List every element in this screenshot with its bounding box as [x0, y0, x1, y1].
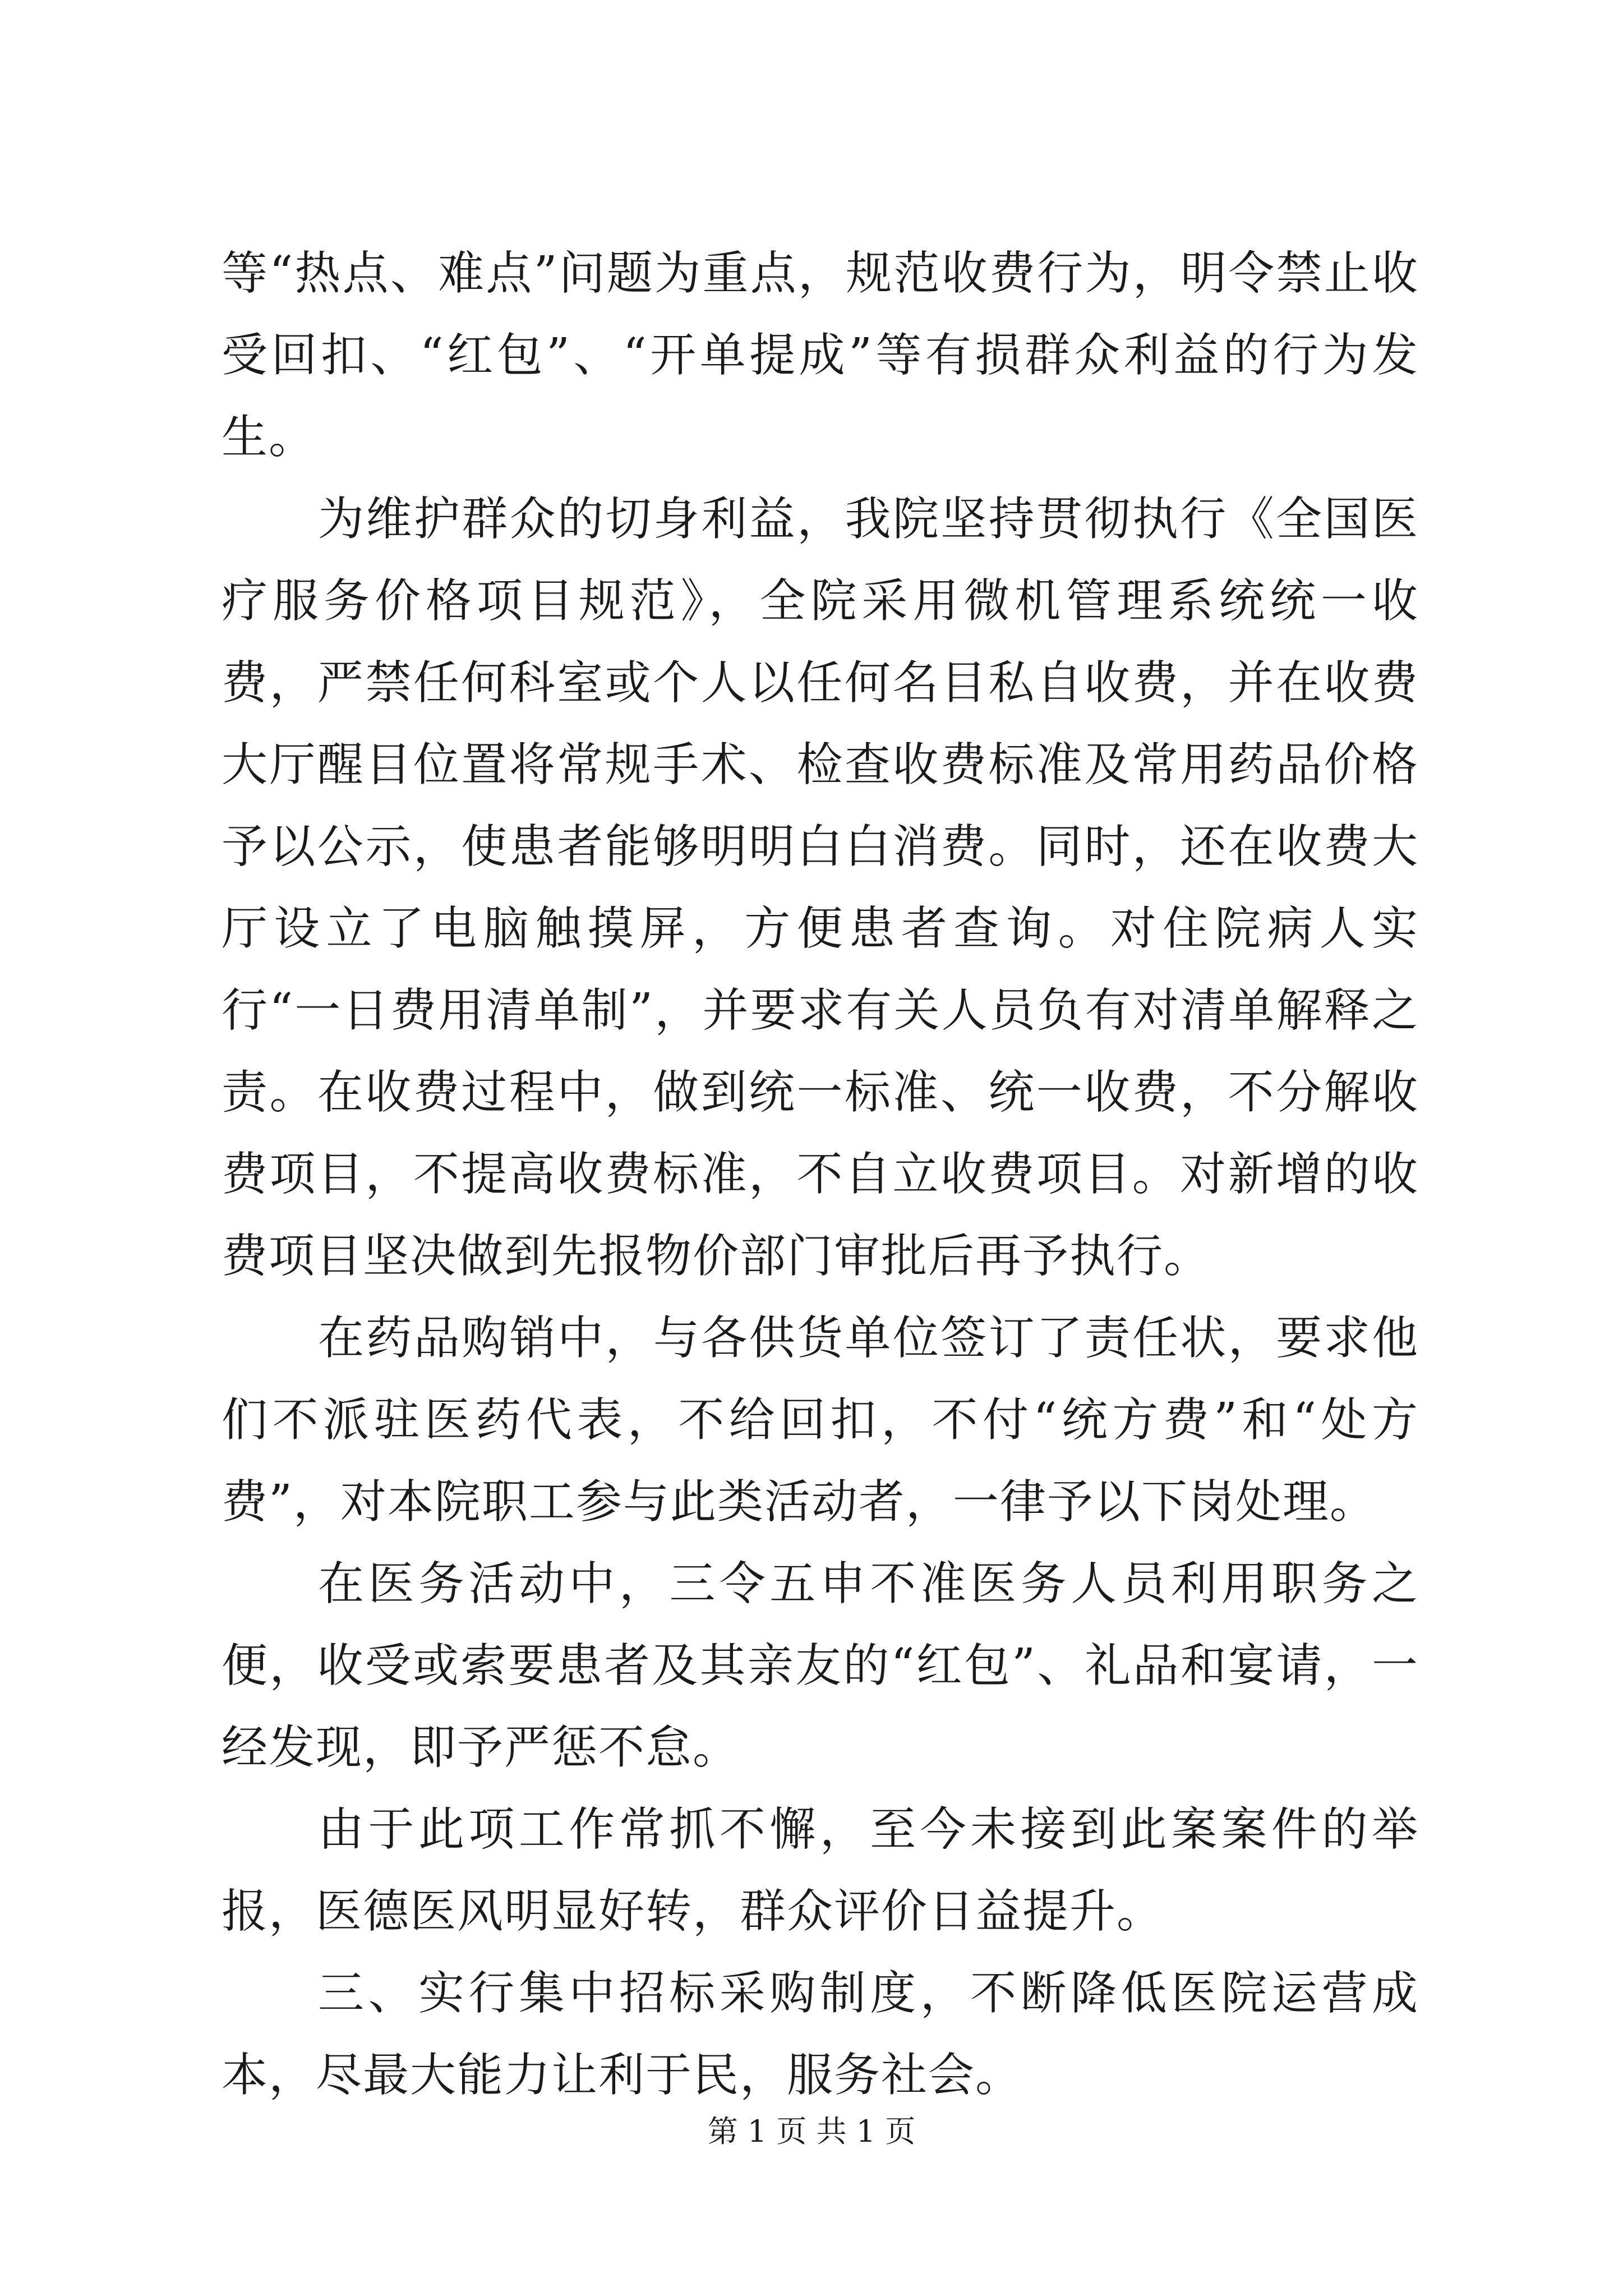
paragraph-results: 由于此项工作常抓不懈，至今未接到此案案件的举报，医德医风明显好转，群众评价日益提升。	[222, 1803, 1419, 1938]
document-body	[222, 233, 1419, 2116]
paragraph-section-three: 三、实行集中招标采购制度，不断降低医院运营成本，尽最大能力让利于民，服务社会。	[222, 1967, 1419, 2102]
paragraph-drug-procurement: 在药品购销中，与各供货单位签订了责任状，要求他们不派驻医药代表，不给回扣，不付“统方费”和“处方费”，对本院职工参与此类活动者，一律予以下岗处理。	[222, 1312, 1419, 1529]
paragraph-medical-activities: 在医务活动中，三令五申不准医务人员利用职务之便，收受或索要患者及其亲友的“红包”、礼品和宴请，一经发现，即予严惩不怠。	[222, 1557, 1419, 1774]
paragraph-continuation: 等“热点、难点”问题为重点，规范收费行为，明令禁止收受回扣、“红包”、“开单提成”等有损群众利益的行为发生。	[222, 247, 1419, 464]
page-footer: 第 1 页 共 1 页	[707, 2114, 916, 2149]
paragraph-pricing: 为维护群众的切身利益，我院坚持贯彻执行《全国医疗服务价格项目规范》，全院采用微机管理系统统一收费，严禁任何科室或个人以任何名目私自收费，并在收费大厅醒目位置将常规手术、检查收费标准及常用药品价格予以公示，使患者能够明明白白消费。同时，还在收费大厅设立了电脑触摸屏，方便患者查询。对住院病人实行“一日费用清单制”，并要求有关人员负有对清单解释之责。在收费过程中，做到统一标准、统一收费，不分解收费项目，不提高收费标准，不自立收费项目。对新增的收费项目坚决做到先报物价部门审批后再予执行。	[222, 493, 1419, 1283]
